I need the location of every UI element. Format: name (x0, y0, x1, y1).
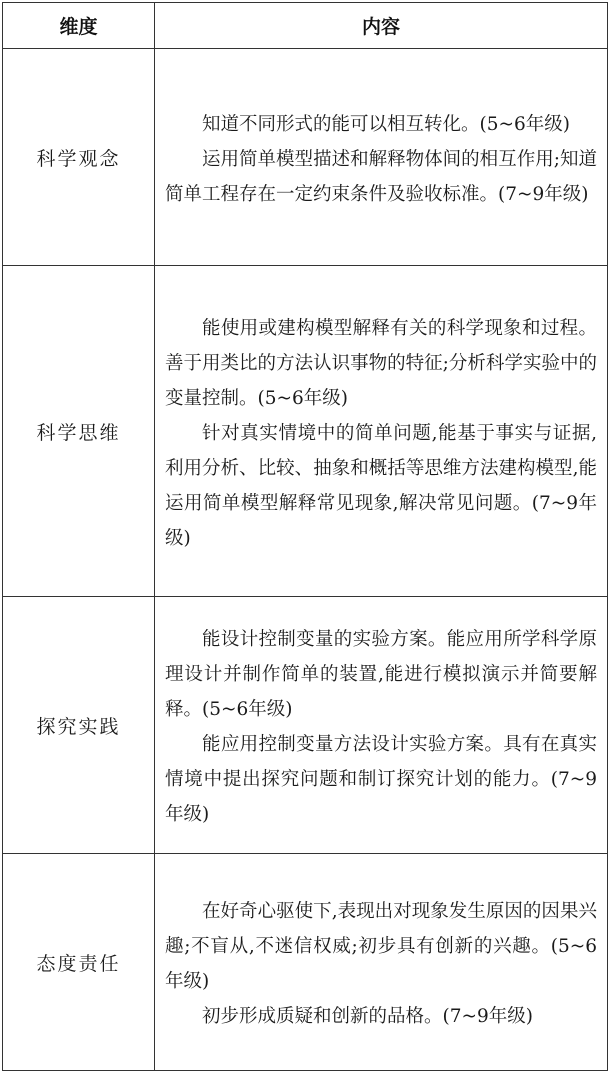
table-row (3, 597, 608, 854)
header-content: 内容 (155, 3, 608, 49)
content-paragraph: 运用简单模型描述和解释物体间的相互作用;知道简单工程存在一定约束条件及验收标准。(7~9年级) (165, 148, 597, 205)
content-paragraph: 针对真实情境中的简单问题,能基于事实与证据,利用分析、比较、抽象和概括等思维方法建构模型,能运用简单模型解释常见现象,解决常见问题。(7~9年级) (165, 422, 597, 549)
dimension-cell: 态度责任 (3, 854, 155, 1071)
content-cell (155, 266, 608, 597)
header-dimension: 维度 (3, 3, 155, 49)
content-cell (155, 49, 608, 266)
dimension-cell: 科学思维 (3, 266, 155, 597)
content-paragraph: 能设计控制变量的实验方案。能应用所学科学原理设计并制作简单的装置,能进行模拟演示并简要解释。(5~6年级) (165, 629, 597, 720)
dimension-cell: 探究实践 (3, 597, 155, 854)
table-row (3, 266, 608, 597)
content-paragraph: 能使用或建构模型解释有关的科学现象和过程。善于用类比的方法认识事物的特征;分析科学实验中的变量控制。(5~6年级) (165, 317, 597, 409)
table-row (3, 854, 608, 1071)
content-paragraph: 知道不同形式的能可以相互转化。(5~6年级) (202, 113, 570, 135)
content-paragraph: 能应用控制变量方法设计实验方案。具有在真实情境中提出探究问题和制订探究计划的能力。(7~9年级) (165, 734, 597, 825)
table-header-row (3, 3, 608, 49)
dimension-cell: 科学观念 (3, 49, 155, 266)
content-paragraph: 在好奇心驱使下,表现出对现象发生原因的因果兴趣;不盲从,不迷信权威;初步具有创新的兴趣。(5~6年级) (165, 901, 597, 992)
content-paragraph: 初步形成质疑和创新的品格。(7~9年级) (202, 1006, 533, 1027)
content-cell (155, 597, 608, 854)
content-cell (155, 854, 608, 1071)
table-row (3, 49, 608, 266)
competency-table (2, 2, 608, 1071)
